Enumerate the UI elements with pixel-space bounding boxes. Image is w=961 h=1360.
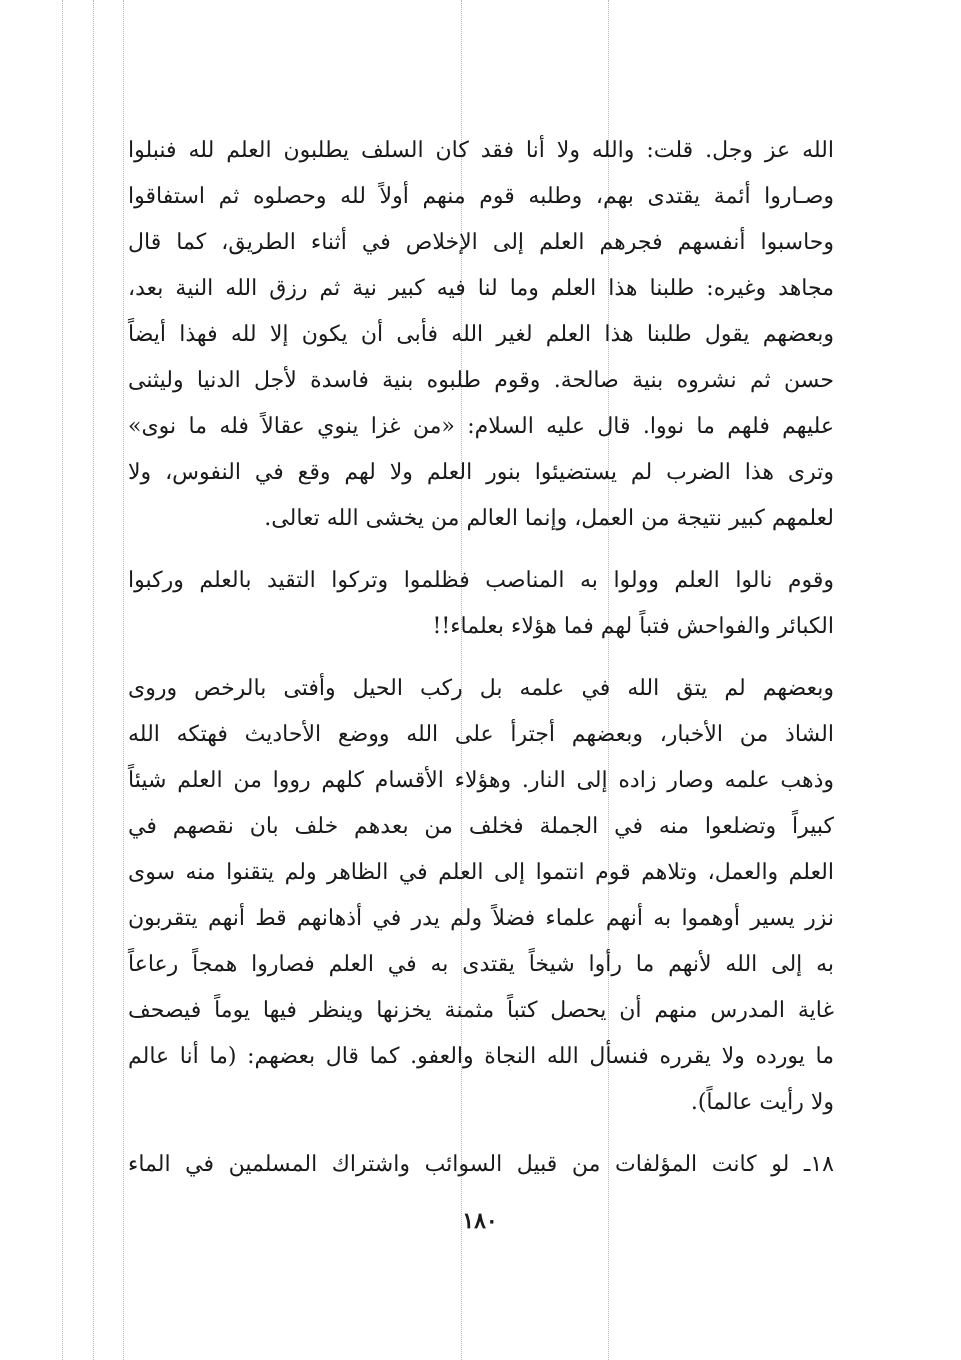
text-line: وترى هذا الضرب لم يستضيئوا بنور العلم ولا لهم وقع في النفوس، ولا <box>128 460 834 485</box>
text-line: وبعضهم لم يتق الله في علمه بل ركب الحيل وأفتى بالرخص وروى <box>128 676 834 701</box>
paragraph <box>128 128 834 542</box>
text-line: حسن ثم نشروه بنية صالحة. وقوم طلبوه بنية فاسدة لأجل الدنيا وليثنى <box>128 368 834 393</box>
text-line: مجاهد وغيره: طلبنا هذا العلم وما لنا فيه كبير نية ثم رزق الله النية بعد، <box>128 276 834 301</box>
text-line: الكبائر والفواحش فتباً لهم فما هؤلاء بعلماء!! <box>432 614 834 639</box>
text-line: ١٨ـ لو كانت المؤلفات من قبيل السوائب واشتراك المسلمين في الماء <box>128 1152 834 1177</box>
scan-guide-line <box>62 0 63 1360</box>
scan-guide-line <box>93 0 94 1360</box>
paragraph <box>128 558 834 650</box>
paragraph <box>128 1142 834 1188</box>
page-number: ١٨٠ <box>462 1208 498 1234</box>
text-line: الله عز وجل. قلت: والله ولا أنا فقد كان السلف يطلبون العلم لله فنبلوا <box>128 138 834 163</box>
text-line: عليهم فلهم ما نووا. قال عليه السلام: «من غزا ينوي عقالاً فله ما نوى» <box>128 414 834 439</box>
text-line: وقوم نالوا العلم وولوا به المناصب فظلموا وتركوا التقيد بالعلم وركبوا <box>128 568 834 593</box>
paragraph <box>128 666 834 1126</box>
body-text <box>128 128 834 1188</box>
text-line: وصـاروا أئمة يقتدى بهم، وطلبه قوم منهم أولاً لله وحصلوه ثم استفاقوا <box>128 184 834 209</box>
text-line: وحاسبوا أنفسهم فجرهم العلم إلى الإخلاص في أثناء الطريق، كما قال <box>128 230 834 255</box>
text-line: الشاذ من الأخبار، وبعضهم أجترأ على الله ووضع الأحاديث فهتكه الله <box>128 722 834 747</box>
scan-guide-line <box>123 0 124 1360</box>
text-line: ولا رأيت عالماً). <box>690 1090 834 1115</box>
text-line: وبعضهم يقول طلبنا هذا العلم لغير الله فأبى أن يكون إلا لله فهذا أيضاً <box>128 322 834 347</box>
text-line: نزر يسير أوهموا به أنهم علماء فضلاً ولم يدر في أذهانهم قط أنهم يتقربون <box>128 906 834 931</box>
text-line: لعلمهم كبير نتيجة من العمل، وإنما العالم من يخشى الله تعالى. <box>264 506 834 531</box>
text-line: به إلى الله لأنهم ما رأوا شيخاً يقتدى به في العلم فصاروا همجاً رعاعاً <box>128 952 834 977</box>
text-line: العلم والعمل، وتلاهم قوم انتموا إلى العلم في الظاهر ولم يتقنوا منه سوى <box>128 860 834 885</box>
text-line: غاية المدرس منهم أن يحصل كتباً مثمنة يخزنها وينظر فيها يوماً فيصحف <box>128 998 834 1023</box>
text-line: ما يورده ولا يقرره فنسأل الله النجاة والعفو. كما قال بعضهم: (ما أنا عالم <box>128 1044 834 1069</box>
text-line: كبيراً وتضلعوا منه في الجملة فخلف من بعدهم خلف بان نقصهم في <box>128 814 834 839</box>
text-line: وذهب علمه وصار زاده إلى النار. وهؤلاء الأقسام كلهم رووا من العلم شيئاً <box>128 768 834 793</box>
